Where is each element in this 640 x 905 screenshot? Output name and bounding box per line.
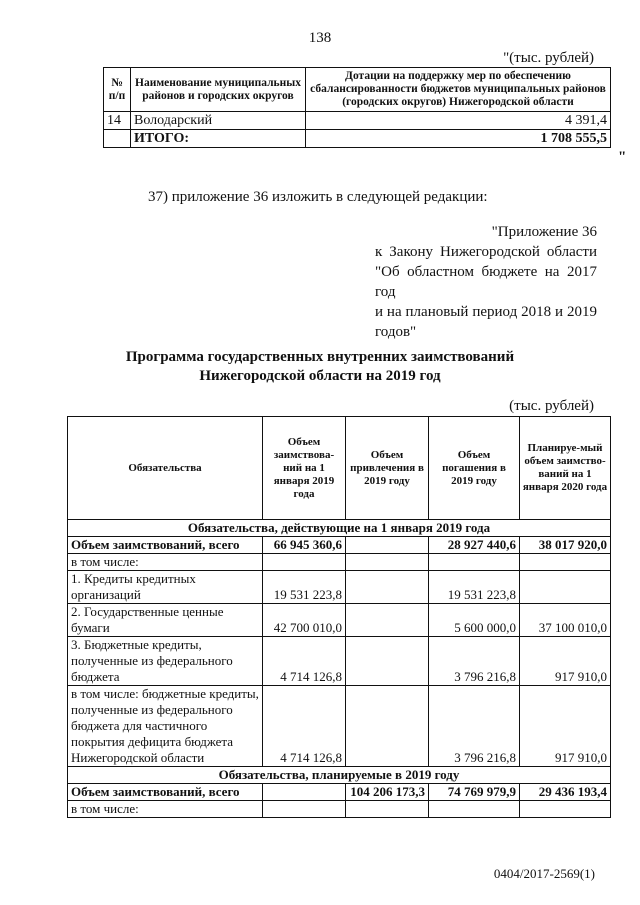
row-value xyxy=(346,554,429,571)
row-value: 66 945 360,6 xyxy=(263,537,346,554)
borrowing-program-table xyxy=(67,416,611,818)
row-value xyxy=(263,554,346,571)
row-value: 19 531 223,8 xyxy=(263,571,346,604)
row-value xyxy=(346,537,429,554)
row-name: 2. Государственные ценные бумаги xyxy=(68,604,263,637)
appendix-line-3: "Об областном бюджете на 2017 год xyxy=(375,264,597,300)
table-row xyxy=(68,604,611,637)
row-value: 3 796 216,8 xyxy=(429,686,520,767)
row-num: 14 xyxy=(104,112,131,130)
table-row xyxy=(68,784,611,801)
row-name: в том числе: бюджетные кредиты, полученные из федерального бюджета для частичного покрытия дефицита бюджета Нижегородской области xyxy=(68,686,263,767)
row-value xyxy=(346,637,429,686)
table-row xyxy=(68,637,611,686)
document-code: 0404/2017-2569(1) xyxy=(493,866,595,881)
row-value xyxy=(520,801,611,818)
table-row xyxy=(68,554,611,571)
header-planned: Планируе-мый объем заимство-ваний на 1 января 2020 года xyxy=(520,417,611,520)
appendix-header xyxy=(375,222,597,342)
row-name: Володарский xyxy=(131,112,306,130)
table2-unit: (тыс. рублей) xyxy=(509,398,594,414)
row-value: 3 796 216,8 xyxy=(429,637,520,686)
section-2-rows xyxy=(68,784,611,818)
row-value: 4 714 126,8 xyxy=(263,637,346,686)
row-value: 42 700 010,0 xyxy=(263,604,346,637)
row-value xyxy=(346,686,429,767)
appendix-line-2: к Закону Нижегородской области xyxy=(375,244,597,260)
row-value xyxy=(263,784,346,801)
total-value: 1 708 555,5 xyxy=(306,130,611,148)
item-37-text: 37) приложение 36 изложить в следующей редакции: xyxy=(148,189,488,205)
appendix-line-5: годов" xyxy=(375,324,417,340)
table1-unit: "(тыс. рублей) xyxy=(503,50,594,66)
program-title-line-1: Программа государственных внутренних заимствований xyxy=(125,349,515,365)
appendix-line-4: и на плановый период 2018 и 2019 xyxy=(375,304,597,320)
header-volume-jan: Объем заимствова-ний на 1 января 2019 года xyxy=(263,417,346,520)
row-value: 28 927 440,6 xyxy=(429,537,520,554)
section-row xyxy=(68,767,611,784)
row-value xyxy=(520,554,611,571)
row-value: 917 910,0 xyxy=(520,686,611,767)
section-1-title: Обязательства, действующие на 1 января 2019 года xyxy=(68,520,611,537)
row-name: в том числе: xyxy=(68,554,263,571)
row-value xyxy=(346,571,429,604)
row-value xyxy=(520,571,611,604)
header-num: № п/п xyxy=(104,68,131,112)
section-2-title: Обязательства, планируемые в 2019 году xyxy=(68,767,611,784)
table-header-row xyxy=(104,68,611,112)
row-value: 917 910,0 xyxy=(520,637,611,686)
row-value: 4 714 126,8 xyxy=(263,686,346,767)
row-name: Объем заимствований, всего xyxy=(68,784,263,801)
row-value xyxy=(346,801,429,818)
row-value: 19 531 223,8 xyxy=(429,571,520,604)
table-row xyxy=(104,112,611,130)
row-value: 4 391,4 xyxy=(306,112,611,130)
total-label: ИТОГО: xyxy=(131,130,306,148)
total-row xyxy=(104,130,611,148)
table-row xyxy=(68,686,611,767)
section-row xyxy=(68,520,611,537)
table-row xyxy=(68,537,611,554)
row-value xyxy=(263,801,346,818)
header-value: Дотации на поддержку мер по обеспечению сбалансированности бюджетов муниципальных районов (городских округов) Нижегородской области xyxy=(306,68,611,112)
row-value: 5 600 000,0 xyxy=(429,604,520,637)
row-name: 1. Кредиты кредитных организаций xyxy=(68,571,263,604)
appendix-line-1: "Приложение 36 xyxy=(491,224,597,240)
header-attraction: Объем привлечения в 2019 году xyxy=(346,417,429,520)
subsidies-table xyxy=(103,67,611,148)
program-title-line-2: Нижегородской области на 2019 год xyxy=(199,368,441,384)
row-value: 104 206 173,3 xyxy=(346,784,429,801)
row-value xyxy=(429,801,520,818)
row-name: Объем заимствований, всего xyxy=(68,537,263,554)
row-name: в том числе: xyxy=(68,801,263,818)
table-row xyxy=(68,801,611,818)
page-number: 138 xyxy=(308,30,332,46)
row-value: 74 769 979,9 xyxy=(429,784,520,801)
row-value: 29 436 193,4 xyxy=(520,784,611,801)
table-row xyxy=(68,571,611,604)
program-title xyxy=(0,348,640,386)
header-obligations: Обязательства xyxy=(68,417,263,520)
table-header-row xyxy=(68,417,611,520)
header-repayment: Объем погашения в 2019 году xyxy=(429,417,520,520)
row-value xyxy=(346,604,429,637)
row-value: 37 100 010,0 xyxy=(520,604,611,637)
row-value xyxy=(429,554,520,571)
row-value: 38 017 920,0 xyxy=(520,537,611,554)
header-name: Наименование муниципальных районов и городских округов xyxy=(131,68,306,112)
closing-quote: " xyxy=(618,149,627,165)
section-1-rows xyxy=(68,537,611,767)
row-name: 3. Бюджетные кредиты, полученные из федерального бюджета xyxy=(68,637,263,686)
